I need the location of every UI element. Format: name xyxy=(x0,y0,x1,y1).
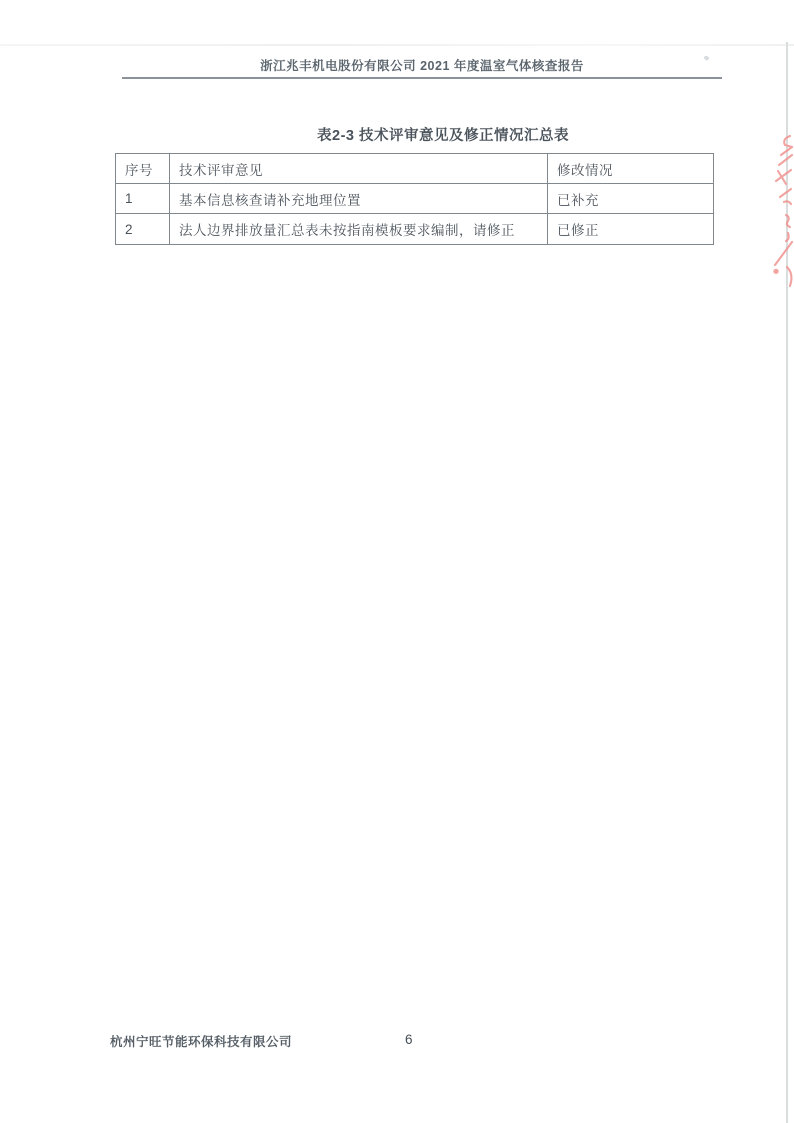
handwritten-red-annotation xyxy=(766,128,794,298)
table-row xyxy=(116,184,714,214)
table-header-row xyxy=(116,154,714,184)
scan-artifact-top-edge xyxy=(0,44,794,46)
cell-review-comment: 基本信息核查请补充地理位置 xyxy=(170,184,548,214)
cell-serial-number: 1 xyxy=(116,184,170,214)
cell-revision-status: 已修正 xyxy=(548,214,714,245)
table-row xyxy=(116,214,714,245)
header-divider-rule xyxy=(122,77,722,79)
column-header-serial-number: 序号 xyxy=(116,154,170,184)
cell-revision-status: 已补充 xyxy=(548,184,714,214)
running-header-title: 浙江兆丰机电股份有限公司 2021 年度温室气体核查报告 xyxy=(260,59,584,73)
table-title: 表2-3 技术评审意见及修正情况汇总表 xyxy=(317,128,569,144)
column-header-review-comment: 技术评审意见 xyxy=(170,154,548,184)
review-comments-table xyxy=(115,153,714,245)
page-number: 6 xyxy=(405,1032,413,1047)
cell-review-comment: 法人边界排放量汇总表未按指南模板要求编制，请修正 xyxy=(170,214,548,245)
cell-serial-number: 2 xyxy=(116,214,170,245)
footer-company-name: 杭州宁旺节能环保科技有限公司 xyxy=(110,1035,293,1049)
column-header-revision-status: 修改情况 xyxy=(548,154,714,184)
